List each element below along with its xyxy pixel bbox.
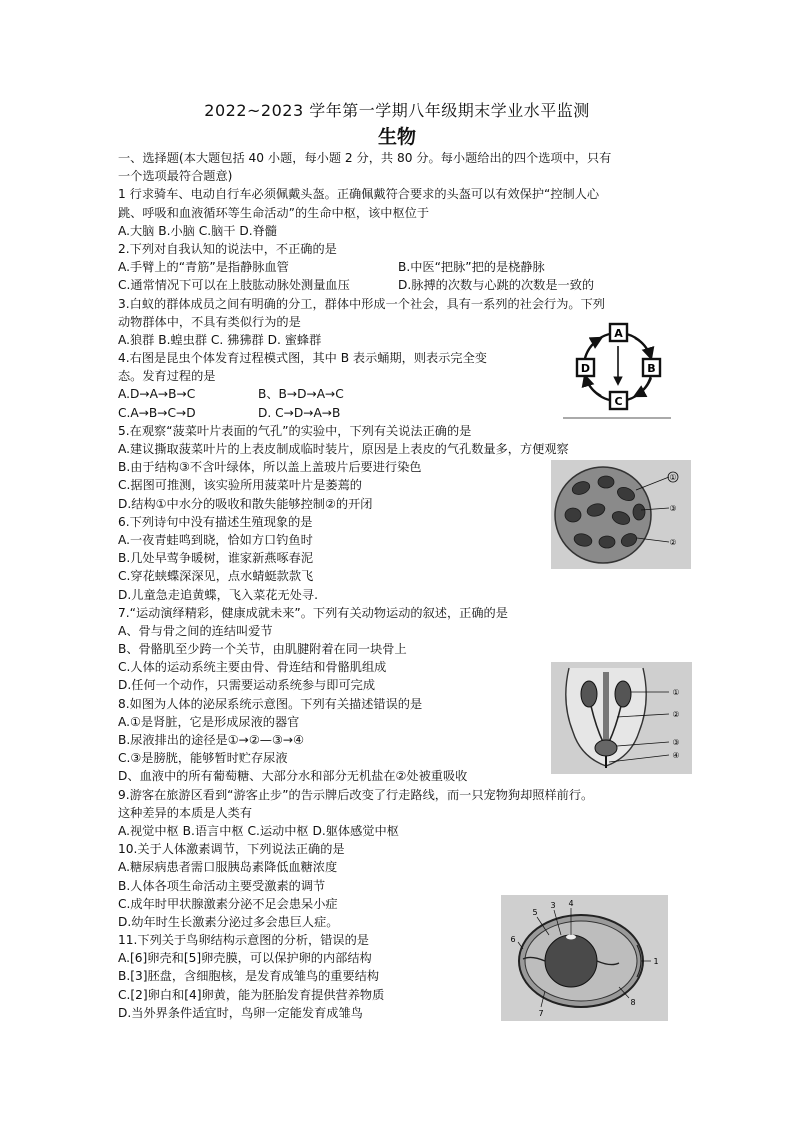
question-3-stem: 动物群体中，不具有类似行为的是 — [118, 314, 301, 329]
option-d: D.儿童急走追黄蝶，飞入菜花无处寻. — [118, 587, 318, 602]
label-3: ③ — [669, 504, 677, 513]
label-4: ④ — [672, 751, 680, 760]
stage-label-d: D — [580, 362, 591, 375]
option-a: A.[6]卵壳和[5]卵壳膜，可以保护卵的内部结构 — [118, 951, 372, 966]
question-1-options: A.大脑 B.小脑 C.脑干 D.脊髓 — [118, 223, 277, 238]
label-2: ② — [672, 710, 680, 719]
option-d: D.当外界条件适宜时，鸟卵一定能发育成雏鸟 — [118, 1005, 363, 1020]
urinary-system-figure — [551, 662, 692, 774]
label-1: ① — [669, 473, 677, 482]
insect-cycle-figure — [563, 318, 671, 420]
option-d: D.结构①中水分的吸收和散失能够控制②的开闭 — [118, 496, 373, 511]
question-3-options: A.狼群 B.蝗虫群 C. 狒狒群 D. 蜜蜂群 — [118, 332, 322, 347]
option-b: B.几处早莺争暖树，谁家新燕啄春泥 — [118, 551, 314, 566]
question-9-stem: 9.游客在旅游区看到“游客止步”的告示牌后改变了行走路线，而一只宠物狗却照样前行。 — [118, 787, 594, 802]
option-d: D.幼年时生长激素分泌过多会患巨人症。 — [118, 914, 339, 929]
label-7: 7 — [538, 1009, 544, 1018]
option-b: B.人体各项生命活动主要受激素的调节 — [118, 878, 326, 893]
option-b: B、B→D→A→C — [258, 387, 344, 402]
kidney-left — [581, 681, 597, 707]
question-11-stem: 11.下列关于鸟卵结构示意图的分析，错误的是 — [118, 933, 369, 948]
option-b: B.[3]胚盘，含细胞核，是发育成雏鸟的重要结构 — [118, 969, 380, 984]
question-2-stem: 2.下列对自我认知的说法中，不正确的是 — [118, 241, 337, 256]
label-6: 6 — [510, 935, 516, 944]
leaf-stomata-figure — [551, 460, 691, 569]
aorta — [603, 672, 609, 742]
bird-egg-figure — [501, 895, 668, 1021]
option-b: B、骨骼肌至少跨一个关节，由肌腱附着在同一块骨上 — [118, 642, 407, 657]
question-8-stem: 8.如图为人体的泌尿系统示意图。下列有关描述错误的是 — [118, 696, 423, 711]
option-a: A.D→A→B→C — [118, 387, 196, 402]
section-intro-line: 一、选择题(本大题包括 40 小题，每小题 2 分，共 80 分。每小题给出的四个选项中，只有 — [118, 151, 612, 165]
question-9-stem: 这种差异的本质是人类有 — [118, 805, 253, 820]
question-7-stem: 7.“运动演绎精彩，健康成就未来”。下列有关动物运动的叙述，正确的是 — [118, 605, 508, 620]
question-10-stem: 10.关于人体激素调节，下列说法正确的是 — [118, 842, 345, 857]
stage-label-b: B — [647, 362, 656, 375]
label-1: 1 — [653, 957, 659, 966]
option-c: C.③是膀胱，能够暂时贮存尿液 — [118, 751, 288, 766]
option-c: C.成年时甲状腺激素分泌不足会患呆小症 — [118, 896, 338, 911]
label-5: 5 — [532, 908, 538, 917]
option-d: D、血液中的所有葡萄糖、大部分水和部分无机盐在②处被重吸收 — [118, 769, 468, 784]
question-9-options: A.视觉中枢 B.语言中枢 C.运动中枢 D.躯体感觉中枢 — [118, 823, 399, 838]
option-c: C.人体的运动系统主要由骨、骨连结和骨骼肌组成 — [118, 660, 387, 675]
question-3-stem: 3.白蚁的群体成员之间有明确的分工，群体中形成一个社会，具有一系列的社会行为。下列 — [118, 296, 605, 311]
question-1-stem: 1 行求骑车、电动自行车必须佩戴头盔。正确佩戴符合要求的头盔可以有效保护“控制人心 — [118, 187, 600, 202]
option-a: A.糖尿病患者需口服胰岛素降低血糖浓度 — [118, 860, 338, 875]
label-3: ③ — [672, 738, 680, 747]
question-content — [118, 149, 678, 1022]
option-a: A.手臂上的“青筋”是指静脉血管 — [118, 260, 289, 275]
label-2: ② — [669, 538, 677, 547]
stage-label-a: A — [614, 327, 623, 340]
option-b: B.由于结构③不含叶绿体，所以盖上盖玻片后要进行染色 — [118, 460, 422, 475]
option-d: D.任何一个动作，只需要运动系统参与即可完成 — [118, 678, 376, 693]
stage-label-c: C — [614, 395, 623, 408]
option-a: A.①是肾脏，它是形成尿液的器官 — [118, 714, 300, 729]
option-c: C.A→B→C→D — [118, 405, 196, 420]
question-5-stem: 5.在观察“菠菜叶片表面的气孔”的实验中，下列有关说法正确的是 — [118, 423, 472, 438]
label-8: 8 — [630, 998, 636, 1007]
option-c: C.穿花蛱蝶深深见，点水蜻蜓款款飞 — [118, 569, 314, 584]
subject-title: 生物 — [377, 126, 416, 148]
question-1-stem: 跳、呼吸和血液循环等生命活动”的生命中枢，该中枢位于 — [118, 205, 430, 220]
option-a: A、骨与骨之间的连结叫爱节 — [118, 623, 273, 638]
question-6-stem: 6.下列诗句中没有描述生殖现象的是 — [118, 514, 313, 529]
kidney-right — [615, 681, 631, 707]
exam-title: 2022~2023 学年第一学期八年级期末学业水平监测 — [204, 101, 590, 120]
question-4-stem: 态。发育过程的是 — [118, 369, 216, 384]
cycle-arrow — [585, 338, 601, 358]
germinal-disc — [566, 935, 576, 940]
option-b: B.尿液排出的途径是①→②—③→④ — [118, 733, 305, 747]
option-c: C.据图可推测，该实验所用菠菜叶片是萎蔫的 — [118, 478, 362, 493]
option-a: A.建议撕取菠菜叶片的上表皮制成临时装片，原因是上表皮的气孔数量多，方便观察 — [118, 442, 569, 456]
option-c: C.通常情况下可以在上肢肱动脉处测量血压 — [118, 278, 350, 293]
section-intro-line: 一个选项最符合题意) — [118, 169, 233, 184]
option-a: A.一夜青蛙鸣到晓，恰如方口钓鱼时 — [118, 532, 313, 547]
question-4-stem: 4.右图是昆虫个体发育过程模式图，其中 B 表示蛹期，则表示完全变 — [118, 351, 487, 366]
option-c: C.[2]卵白和[4]卵黄，能为胚胎发育提供营养物质 — [118, 987, 385, 1002]
label-3: 3 — [550, 901, 556, 910]
label-4: 4 — [568, 899, 574, 908]
option-b: B.中医“把脉”把的是桡静脉 — [398, 260, 545, 275]
label-1: ① — [672, 688, 680, 697]
question-2-options-row — [118, 258, 678, 276]
bladder — [595, 740, 617, 756]
option-d: D. C→D→A→B — [258, 405, 341, 420]
cycle-arrow — [635, 338, 651, 358]
question-2-options-row — [118, 276, 678, 294]
egg-yolk — [545, 935, 597, 987]
option-d: D.脉搏的次数与心跳的次数是一致的 — [398, 278, 595, 293]
cycle-arrow — [585, 376, 601, 396]
